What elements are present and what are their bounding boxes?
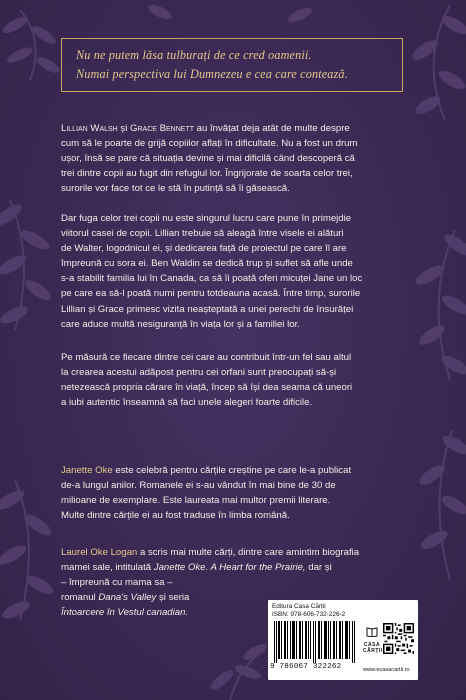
barcode-number: 9 786067 322262 [270,663,342,671]
quote-line-1: Nu ne putem lăsa tulburați de ce cred oamenii. [76,48,312,62]
synopsis-paragraph-2: Dar fuga celor trei copii nu este singurul lucru care pune în primejdie viitorul casei de copii. Lillian trebuie să aleagă între visele ei alături de Walter, logodnicul ei, și dedicarea față de proiectul pe care îl are împreună cu sora ei. Ben Waldin se dedică trup și suflet să afle unde s-a stabilit familia lui în Canada, ca să îi poată oferi micuței Jane un loc pe care ea să-l poată numi pentru totdeauna acasă. Între timp, surorile Lillian și Grace primesc vizita neașteptată a unei perechi de însurăței care aduce multă nesiguranță în viața lor și a familiei lor. [61,213,363,330]
publisher-label: Editura Casa Cărții [272,603,326,610]
synopsis-paragraph-3: Pe măsură ce fiecare dintre cei care au contribuit într-un fel sau altul la crearea acestui adăpost pentru cei orfani sunt preocupați să-și netezească propria cărare în viață, încep să își dea seama că uneori a iubi autentic înseamnă să faci unele alegeri foarte dificile. [61,352,353,409]
character-name-grace: Grace Bennett [130,123,194,134]
publisher-website: www.ecasacartii.ro [363,667,410,673]
publisher-logo: CASA CĂRȚII [363,624,381,654]
synopsis-paragraph-1: Lillian Walsh și Grace Bennett au învățat deja atât de multe despre cum să le poarte de grijă copiilor aflați în dificultate. Nu a fost un drum ușor, însă se pare că situația devine și mai dificilă când descoperă că trei dintre copii au fugit din refugiul lor. Îngrijorate de soarta celor trei, surorile vor face tot ce le stă în putință să îi găsească. [61,123,358,195]
qr-code [383,623,414,654]
author-name-janette-oke: Janette Oke [61,465,113,476]
barcode [272,621,359,663]
character-name-lillian: Lillian Walsh [61,123,118,134]
isbn-barcode-sticker [268,600,418,680]
quote-line-2: Numai perspectiva lui Dumnezeu e cea care contează. [76,67,348,81]
author-bio-janette-oke: Janette Oke este celebră pentru cărțile creștine pe care le-a publicat de-a lungul anilor. Romanele ei s-au vândut în mai bine de 30 de milioane de exemplare. Este laureata mai multor premii literare. Multe dintre cărțile ei au fost traduse în limba română. [61,465,352,522]
author-name-laurel-oke-logan: Laurel Oke Logan [61,547,138,558]
book-icon [366,627,378,637]
author-bio-laurel-oke-logan: Laurel Oke Logan a scris mai multe cărți, dintre care amintim biografia mamei sale, intitulată Janette Oke. A Heart for the Prairie, dar și – împreună cu mama sa – romanul Dana's Valley și seria Întoarcere în Vestul canadian. [61,547,360,619]
quote-box [61,38,403,92]
isbn-label: ISBN: 978-606-732-226-2 [272,611,346,618]
